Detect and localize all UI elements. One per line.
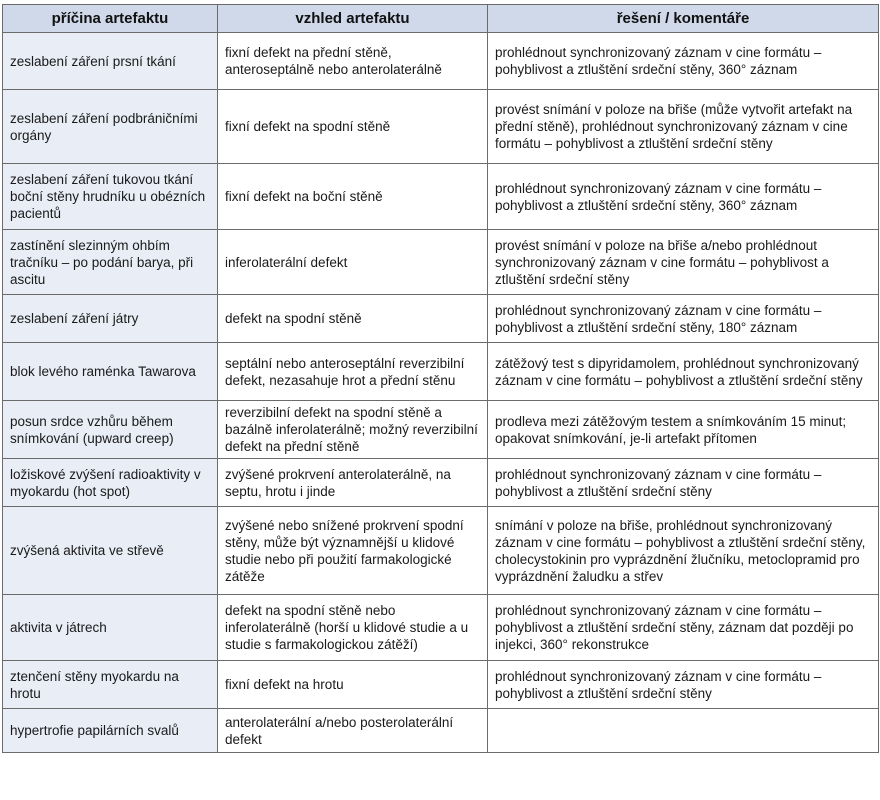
appearance-cell: fixní defekt na hrotu xyxy=(218,661,488,709)
appearance-cell: septální nebo anteroseptální reverzibilní defekt, nezasahuje hrot a přední stěnu xyxy=(218,343,488,401)
cause-cell: aktivita v játrech xyxy=(3,595,218,661)
table-row xyxy=(3,164,879,230)
solution-cell: snímání v poloze na břiše, prohlédnout synchronizovaný záznam v cine formátu – pohyblivost a ztluštění srdeční stěny, cholecystokinin pro vyprázdnění žlučníku, metoclopramid pro vyprázdnění žaludku a střev xyxy=(488,507,879,595)
cause-cell: zeslabení záření játry xyxy=(3,295,218,343)
solution-cell: prohlédnout synchronizovaný záznam v cine formátu – pohyblivost a ztluštění srdeční stěny xyxy=(488,661,879,709)
table-row xyxy=(3,33,879,90)
appearance-cell: defekt na spodní stěně nebo inferolaterálně (horší u klidové studie a u studie s farmakologickou zátěží) xyxy=(218,595,488,661)
cause-cell: zeslabení záření tukovou tkání boční stěny hrudníku u obézních pacientů xyxy=(3,164,218,230)
solution-cell: prohlédnout synchronizovaný záznam v cine formátu – pohyblivost a ztluštění srdeční stěny, 360° záznam xyxy=(488,33,879,90)
solution-cell: prodleva mezi zátěžovým testem a snímkováním 15 minut; opakovat snímkování, je-li artefakt přítomen xyxy=(488,401,879,459)
solution-cell: prohlédnout synchronizovaný záznam v cine formátu – pohyblivost a ztluštění srdeční stěny, 180° záznam xyxy=(488,295,879,343)
cause-cell: blok levého raménka Tawarova xyxy=(3,343,218,401)
table-row xyxy=(3,295,879,343)
appearance-cell: zvýšené nebo snížené prokrvení spodní stěny, může být významnější u klidové studie nebo při použití farmakologické zátěže xyxy=(218,507,488,595)
appearance-cell: defekt na spodní stěně xyxy=(218,295,488,343)
header-row xyxy=(3,5,879,33)
cause-cell: zastínění slezinným ohbím tračníku – po podání barya, při ascitu xyxy=(3,230,218,295)
header-solution: řešení / komentáře xyxy=(488,5,879,33)
cause-cell: zeslabení záření prsní tkání xyxy=(3,33,218,90)
appearance-cell: inferolaterální defekt xyxy=(218,230,488,295)
solution-cell: provést snímání v poloze na břiše (může vytvořit artefakt na přední stěně), prohlédnout synchronizovaný záznam v cine formátu – pohyblivost a ztluštění srdeční stěny xyxy=(488,90,879,164)
artifact-table xyxy=(2,4,879,753)
solution-cell: zátěžový test s dipyridamolem, prohlédnout synchronizovaný záznam v cine formátu – pohyblivost a ztluštění srdeční stěny xyxy=(488,343,879,401)
appearance-cell: reverzibilní defekt na spodní stěně a bazálně inferolaterálně; možný reverzibilní defekt na přední stěně xyxy=(218,401,488,459)
solution-cell: prohlédnout synchronizovaný záznam v cine formátu – pohyblivost a ztluštění srdeční stěny, 360° záznam xyxy=(488,164,879,230)
appearance-cell: fixní defekt na spodní stěně xyxy=(218,90,488,164)
solution-cell: provést snímání v poloze na břiše a/nebo prohlédnout synchronizovaný záznam v cine formátu – pohyblivost a ztluštění srdeční stěny xyxy=(488,230,879,295)
cause-cell: hypertrofie papilárních svalů xyxy=(3,709,218,753)
header-cause: příčina artefaktu xyxy=(3,5,218,33)
appearance-cell: zvýšené prokrvení anterolaterálně, na septu, hrotu i jinde xyxy=(218,459,488,507)
cause-cell: zvýšená aktivita ve střevě xyxy=(3,507,218,595)
table-row xyxy=(3,709,879,753)
table-row xyxy=(3,90,879,164)
header-appearance: vzhled artefaktu xyxy=(218,5,488,33)
solution-cell: prohlédnout synchronizovaný záznam v cine formátu – pohyblivost a ztluštění srdeční stěny xyxy=(488,459,879,507)
appearance-cell: anterolaterální a/nebo posterolaterální defekt xyxy=(218,709,488,753)
cause-cell: ztenčení stěny myokardu na hrotu xyxy=(3,661,218,709)
cause-cell: zeslabení záření podbráničními orgány xyxy=(3,90,218,164)
solution-cell xyxy=(488,709,879,753)
table-row xyxy=(3,401,879,459)
appearance-cell: fixní defekt na boční stěně xyxy=(218,164,488,230)
cause-cell: ložiskové zvýšení radioaktivity v myokardu (hot spot) xyxy=(3,459,218,507)
table-row xyxy=(3,343,879,401)
table-row xyxy=(3,507,879,595)
table-header xyxy=(3,5,879,33)
table-row xyxy=(3,595,879,661)
solution-cell: prohlédnout synchronizovaný záznam v cine formátu – pohyblivost a ztluštění srdeční stěny, záznam dat později po injekci, 360° rekonstrukce xyxy=(488,595,879,661)
table-row xyxy=(3,230,879,295)
table-row xyxy=(3,661,879,709)
cause-cell: posun srdce vzhůru během snímkování (upward creep) xyxy=(3,401,218,459)
table-row xyxy=(3,459,879,507)
appearance-cell: fixní defekt na přední stěně, anteroseptálně nebo anterolaterálně xyxy=(218,33,488,90)
table-body xyxy=(3,33,879,753)
